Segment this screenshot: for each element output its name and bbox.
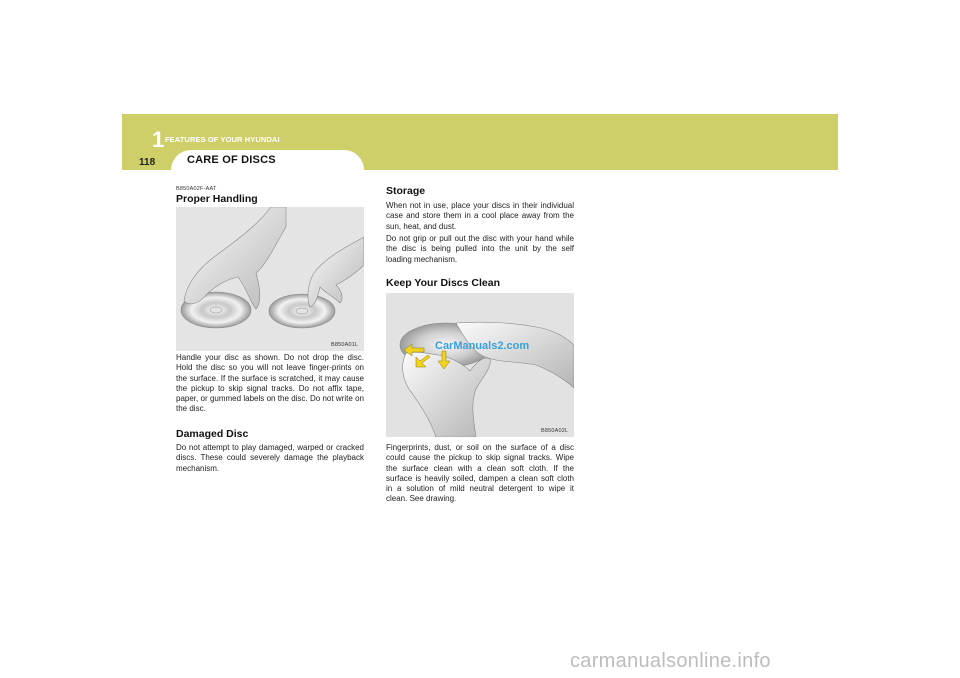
paragraph-handling: Handle your disc as shown. Do not drop the disc. Hold the disc so you will not leave finger-prints on the surface. If the surface is scratched, it may cause the pickup to skip signal tracks. Do not affix tape, paper, or gummed labels on the disc. Do not write on the disc. [176,353,364,414]
chapter-title: FEATURES OF YOUR HYUNDAI [165,135,280,144]
paragraph-damaged: Do not attempt to play damaged, warped or cracked discs. These could severely damage the playback mechanism. [176,443,364,473]
heading-proper-handling: Proper Handling [176,193,258,205]
heading-damaged-disc: Damaged Disc [176,428,249,440]
handling-illustration [176,207,364,351]
chapter-number: 1 [152,127,165,152]
watermark-text: CarManuals2.com [435,340,530,352]
heading-storage: Storage [386,185,426,197]
page-number: 118 [139,157,156,168]
figure-handling-disc [176,207,364,351]
heading-keep-clean: Keep Your Discs Clean [386,277,500,289]
paragraph-storage-2: Do not grip or pull out the disc with your hand while the disc is being pulled into the unit by the self loading mechanism. [386,234,574,264]
cleaning-illustration [386,293,574,437]
paragraph-clean: Fingerprints, dust, or soil on the surface of a disc could cause the pickup to skip signal tracks. Wipe the surface clean with a clean soft cloth. If the surface is heavily soiled, dampen a clean soft cloth in a solution of mild neutral detergent to wipe it clean. See drawing. [386,443,574,504]
figure-code-cleaning: B850A02L [541,428,569,434]
figure-code-handling: B850A01L [331,342,359,348]
footer-site-watermark: carmanualsonline.info [570,650,771,672]
paragraph-storage-1: When not in use, place your discs in their individual case and store them in a cool place away from the sun, heat, and dust. [386,201,574,231]
section-code: B850A02F-AAT [176,186,217,192]
figure-cleaning-disc [386,293,574,437]
section-title: CARE OF DISCS [187,154,276,166]
